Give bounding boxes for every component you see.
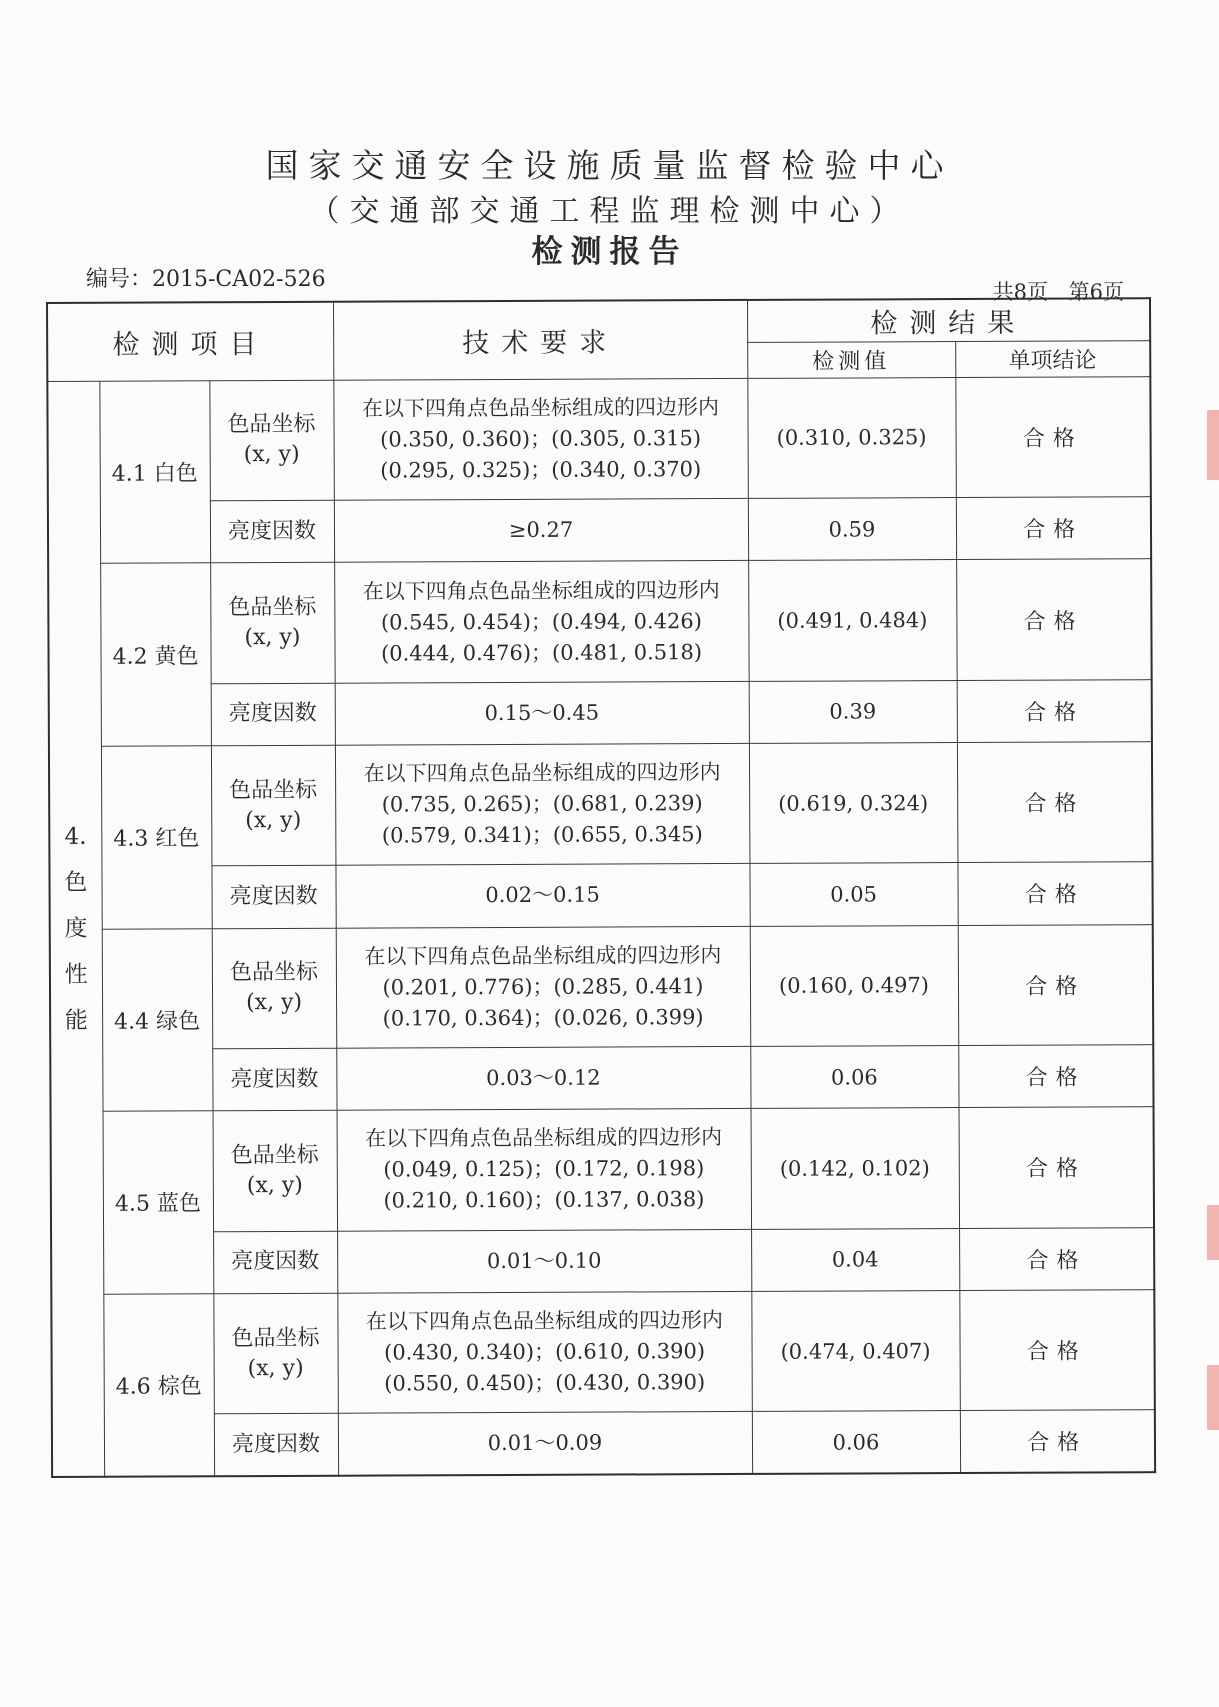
chroma-label: 色品坐标 (x, y) <box>212 928 337 1049</box>
chroma-value: (0.310, 0.325) <box>747 377 956 498</box>
inspection-table <box>46 297 1156 1478</box>
table-row <box>51 1107 1155 1232</box>
luminance-value: 0.06 <box>752 1411 960 1474</box>
chroma-result: 合格 <box>959 1289 1155 1410</box>
table-row <box>47 376 1151 501</box>
table-row <box>51 1227 1154 1294</box>
chroma-requirement: 在以下四角点色品坐标组成的四边形内 (0.545, 0.454)；(0.494, 0.426) (0.444, 0.476)；(0.481, 0.518) <box>334 561 749 683</box>
luminance-value: 0.59 <box>748 498 956 561</box>
chroma-label: 色品坐标 (x, y) <box>213 1110 338 1231</box>
color-label: 4.3 红色 <box>101 746 212 929</box>
luminance-requirement: ≥0.27 <box>334 499 748 563</box>
luminance-requirement: 0.01～0.09 <box>338 1412 752 1476</box>
luminance-label: 亮度因数 <box>210 500 334 563</box>
chroma-result: 合格 <box>957 742 1153 863</box>
luminance-value: 0.06 <box>750 1046 958 1109</box>
luminance-result: 合格 <box>957 862 1152 925</box>
chroma-requirement: 在以下四角点色品坐标组成的四边形内 (0.735, 0.265)；(0.681, 0.239) (0.579, 0.341)；(0.655, 0.345) <box>335 743 750 865</box>
luminance-result: 合格 <box>958 1045 1153 1108</box>
chroma-value: (0.619, 0.324) <box>749 742 958 863</box>
table-row <box>50 1045 1153 1112</box>
center-title: 国家交通安全设施质量监督检验中心 <box>265 146 954 185</box>
table-row <box>51 1289 1155 1414</box>
luminance-label: 亮度因数 <box>211 683 335 746</box>
table-row <box>49 679 1152 746</box>
luminance-value: 0.39 <box>749 680 957 743</box>
luminance-label: 亮度因数 <box>213 1231 337 1294</box>
seal-mark-bottom <box>1207 1365 1219 1430</box>
header-measured: 检测值 <box>747 341 955 378</box>
header-requirement: 技术要求 <box>333 300 747 380</box>
header-result: 检测结果 <box>747 298 1150 342</box>
chroma-value: (0.142, 0.102) <box>751 1108 960 1229</box>
luminance-result: 合格 <box>959 1227 1154 1290</box>
chroma-result: 合格 <box>955 376 1151 497</box>
chroma-label: 色品坐标 (x, y) <box>211 745 336 866</box>
report-title: 检测报告 <box>531 234 688 270</box>
chroma-requirement: 在以下四角点色品坐标组成的四边形内 (0.049, 0.125)；(0.172, 0.198) (0.210, 0.160)；(0.137, 0.038) <box>337 1109 752 1231</box>
luminance-value: 0.04 <box>751 1228 959 1291</box>
luminance-result: 合格 <box>960 1410 1155 1473</box>
seal-mark-top <box>1207 410 1219 480</box>
chroma-value: (0.491, 0.484) <box>748 560 957 681</box>
luminance-result: 合格 <box>957 679 1152 742</box>
color-label: 4.4 绿色 <box>102 928 213 1111</box>
table-row <box>49 742 1153 867</box>
chroma-value: (0.160, 0.497) <box>750 925 959 1046</box>
luminance-requirement: 0.01～0.10 <box>337 1229 751 1293</box>
luminance-requirement: 0.15～0.45 <box>335 681 749 745</box>
category-chroma-performance: 4. 色 度 性 能 <box>47 381 104 1477</box>
chroma-label: 色品坐标 (x, y) <box>213 1293 338 1414</box>
center-subtitle: （交通部交通工程监理检测中心） <box>309 194 910 229</box>
table-row <box>48 497 1151 564</box>
luminance-label: 亮度因数 <box>214 1413 338 1476</box>
chroma-requirement: 在以下四角点色品坐标组成的四边形内 (0.430, 0.340)；(0.610, 0.390) (0.550, 0.450)；(0.430, 0.390) <box>337 1291 752 1413</box>
luminance-requirement: 0.03～0.12 <box>336 1046 750 1110</box>
chroma-result: 合格 <box>956 559 1152 680</box>
color-label: 4.2 黄色 <box>100 563 211 746</box>
chroma-requirement: 在以下四角点色品坐标组成的四边形内 (0.201, 0.776)；(0.285, 0.441) (0.170, 0.364)；(0.026, 0.399) <box>336 926 751 1048</box>
chroma-result: 合格 <box>958 924 1154 1045</box>
color-label: 4.6 棕色 <box>103 1294 214 1477</box>
luminance-value: 0.05 <box>749 863 957 926</box>
chroma-label: 色品坐标 (x, y) <box>210 563 335 684</box>
chroma-requirement: 在以下四角点色品坐标组成的四边形内 (0.350, 0.360)；(0.305, 0.315) (0.295, 0.325)；(0.340, 0.370) <box>333 378 748 500</box>
seal-mark-middle <box>1207 1205 1219 1260</box>
table-row <box>49 862 1152 929</box>
table-row <box>52 1410 1155 1477</box>
luminance-result: 合格 <box>956 497 1151 560</box>
header-conclusion: 单项结论 <box>955 340 1150 377</box>
luminance-requirement: 0.02～0.15 <box>335 864 749 928</box>
color-label: 4.1 白色 <box>99 381 210 564</box>
report-number: 编号：2015-CA02-526 <box>86 267 326 292</box>
table-row <box>50 924 1154 1049</box>
chroma-label: 色品坐标 (x, y) <box>209 380 334 501</box>
color-label: 4.5 蓝色 <box>103 1111 214 1294</box>
table-row <box>48 559 1152 684</box>
header-item: 检测项目 <box>47 302 333 381</box>
page-info: 共8页 第6页 <box>992 280 1124 304</box>
luminance-label: 亮度因数 <box>212 1048 336 1111</box>
chroma-result: 合格 <box>959 1107 1155 1228</box>
chroma-value: (0.474, 0.407) <box>751 1290 960 1411</box>
luminance-label: 亮度因数 <box>211 866 335 929</box>
